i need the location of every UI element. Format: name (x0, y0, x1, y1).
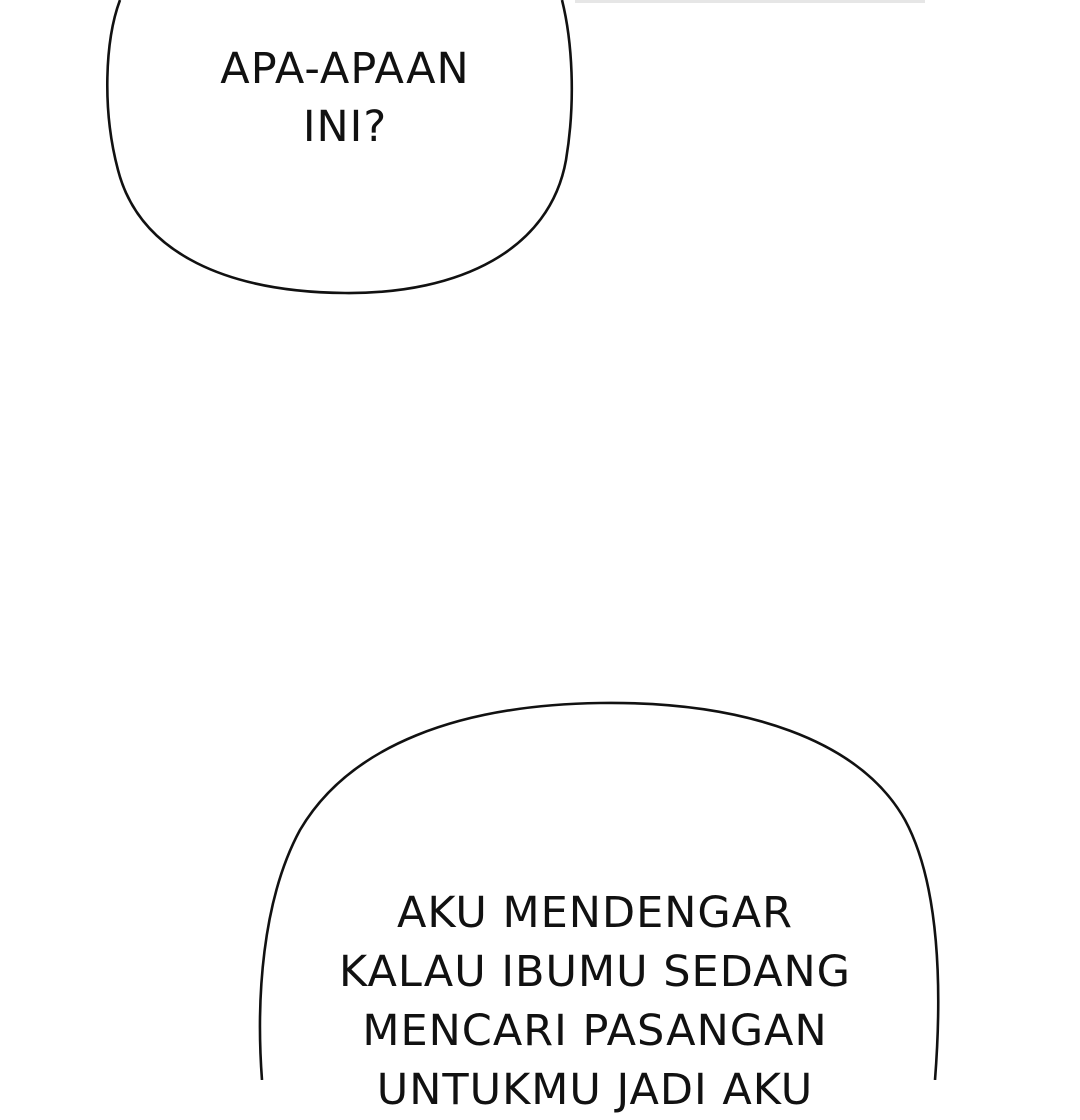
speech-line: UNTUKMU JADI AKU (376, 1065, 814, 1115)
speech-line: INI? (302, 102, 388, 152)
speech-line: AKU MENDENGAR (396, 888, 794, 938)
panel-edge-strip (575, 0, 925, 3)
speech-line: MENCARI PASANGAN (362, 1006, 828, 1056)
speech-line: APA-APAAN (220, 44, 470, 94)
speech-bubble-bottom-text (300, 884, 890, 1120)
speech-bubble-top-text (175, 40, 515, 156)
speech-line: KALAU IBUMU SEDANG (339, 947, 851, 997)
